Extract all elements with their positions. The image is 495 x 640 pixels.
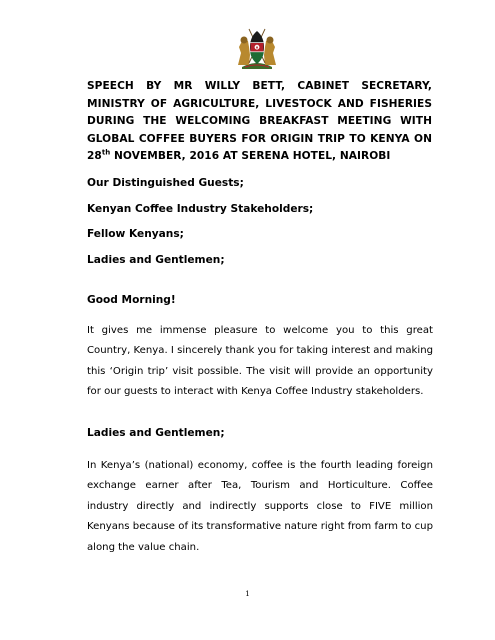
speech-title	[87, 78, 432, 166]
title-line-5: AT SERENA HOTEL, NAIROBI	[222, 150, 391, 162]
paragraph-welcome: It gives me immense pleasure to welcome you to this great Country, Kenya. I sincerely thank you for taking interest and making this ‘Origin trip’ visit possible. The visit will provide an opportunity for our guests to interact with Kenya Coffee Industry stakeholders.	[87, 325, 433, 398]
title-line-2: AGRICULTURE, LIVESTOCK AND FISHERIES DURING THE	[87, 97, 432, 127]
greeting: Good Morning!	[87, 294, 176, 306]
title-date-suffix: th	[101, 148, 111, 157]
paragraph-coffee-economy: In Kenya’s (national) economy, coffee is the fourth leading foreign exchange earner after Tea, Tourism and Horticulture. Coffee industry directly and indirectly supports close to FIVE million Kenyans because of its transformative nature right from farm to cup along the value chain.	[87, 460, 433, 553]
kenya-coat-of-arms-icon	[233, 23, 281, 71]
page-number: 1	[245, 589, 250, 598]
salutation-line: Kenyan Coffee Industry Stakeholders;	[87, 202, 314, 215]
salutation-line: Our Distinguished Guests;	[87, 177, 244, 189]
salutation-heading: Ladies and Gentlemen;	[87, 427, 225, 439]
salutation-line: Fellow Kenyans;	[87, 228, 184, 240]
title-line-1: SPEECH BY MR WILLY BETT, CABINET SECRETARY, MINISTRY OF	[87, 80, 432, 110]
title-line-4b: NOVEMBER, 2016	[110, 150, 220, 162]
title-line-3: WELCOMING BREAKFAST MEETING WITH GLOBAL COFFEE	[87, 115, 432, 145]
title-line-4a: BUYERS FOR ORIGIN TRIP TO KENYA ON 28	[87, 132, 432, 162]
salutation-line: Ladies and Gentlemen;	[87, 253, 225, 266]
salutations-list	[87, 175, 432, 277]
